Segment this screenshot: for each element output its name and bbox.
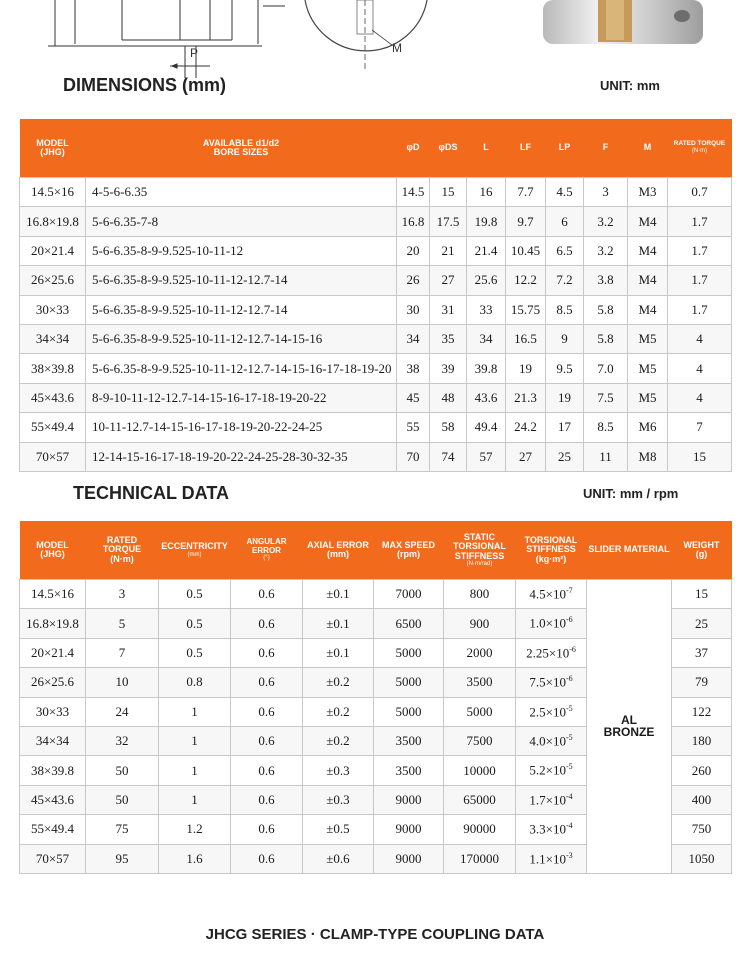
value-cell: 9.5 [546, 354, 584, 383]
header-d: φD [397, 119, 430, 178]
torsional-base: 1.0×10 [529, 615, 566, 631]
model-cell: 45×43.6 [20, 383, 86, 412]
value-cell: 21.3 [506, 383, 546, 412]
value-cell: 55 [397, 413, 430, 442]
value-cell: M4 [628, 266, 668, 295]
value-cell: M4 [628, 236, 668, 265]
side-view [48, 0, 285, 78]
technical-table [19, 521, 732, 874]
model-cell: 34×34 [20, 726, 86, 755]
torsional-stiffness-cell [516, 638, 587, 667]
value-cell: 24.2 [506, 413, 546, 442]
torque-cell: 50 [86, 785, 159, 814]
header-lf: LF [506, 119, 546, 178]
table-row [20, 236, 732, 265]
speed-cell: 5000 [374, 668, 444, 697]
value-cell: 25 [546, 442, 584, 471]
table-row [20, 324, 732, 353]
value-cell: 27 [506, 442, 546, 471]
torque-cell: 3 [86, 580, 159, 609]
table-row [20, 383, 732, 412]
value-cell: 15 [668, 442, 732, 471]
torsional-base: 3.3×10 [529, 821, 566, 837]
dimensions-table-body [20, 178, 732, 472]
table-row [20, 295, 732, 324]
ang-cell: 0.6 [231, 815, 303, 844]
axial-cell: ±0.1 [303, 638, 374, 667]
speed-cell: 9000 [374, 815, 444, 844]
technical-unit: UNIT: mm / rpm [583, 486, 679, 501]
weight-cell: 15 [672, 580, 732, 609]
ecc-cell: 1.2 [159, 815, 231, 844]
value-cell: 16.8 [397, 207, 430, 236]
header-max-speed: MAX SPEED (rpm) [374, 521, 444, 580]
value-cell: 1.7 [668, 266, 732, 295]
torque-cell: 24 [86, 697, 159, 726]
torsional-exponent: -5 [565, 732, 573, 742]
torsional-stiffness-cell [516, 726, 587, 755]
value-cell: 34 [467, 324, 506, 353]
torsional-exponent: -6 [569, 644, 576, 654]
stat-cell: 7500 [444, 726, 516, 755]
ecc-cell: 1 [159, 785, 231, 814]
value-cell: M5 [628, 324, 668, 353]
axial-cell: ±0.1 [303, 609, 374, 638]
table-row [20, 178, 732, 207]
bore-sizes-cell: 4-5-6-6.35 [86, 178, 397, 207]
torsional-stiffness-cell [516, 580, 587, 609]
drawing-label-p: P [190, 46, 199, 60]
model-cell: 70×57 [20, 442, 86, 471]
ang-cell: 0.6 [231, 844, 303, 873]
torque-cell: 75 [86, 815, 159, 844]
value-cell: 19 [546, 383, 584, 412]
value-cell: 20 [397, 236, 430, 265]
torque-cell: 7 [86, 638, 159, 667]
value-cell: 48 [430, 383, 467, 412]
ecc-cell: 1 [159, 756, 231, 785]
slider-material-line1: AL [621, 713, 637, 728]
value-cell: 4 [668, 324, 732, 353]
bore-sizes-cell: 8-9-10-11-12-12.7-14-15-16-17-18-19-20-22 [86, 383, 397, 412]
torque-cell: 95 [86, 844, 159, 873]
bore-sizes-cell: 5-6-6.35-8-9-9.525-10-11-12-12.7-14-15-16 [86, 324, 397, 353]
footer-caption: JHCG SERIES · CLAMP-TYPE COUPLING DATA [205, 926, 545, 943]
speed-cell: 3500 [374, 756, 444, 785]
header-static-torsional-stiffness: STATIC TORSIONAL STIFFNESS (N·m/rad) [444, 521, 516, 580]
axial-cell: ±0.2 [303, 697, 374, 726]
header-f: F [584, 119, 628, 178]
value-cell: 25.6 [467, 266, 506, 295]
header-eccentricity: ECCENTRICITY (mm) [159, 521, 231, 580]
coupling-photo [543, 0, 703, 44]
bore-sizes-cell: 12-14-15-16-17-18-19-20-22-24-25-28-30-32-35 [86, 442, 397, 471]
value-cell: 3.2 [584, 207, 628, 236]
value-cell: 4 [668, 383, 732, 412]
value-cell: 6.5 [546, 236, 584, 265]
value-cell: 3.2 [584, 236, 628, 265]
model-cell: 30×33 [20, 697, 86, 726]
header-angular-error: ANGULAR ERROR (°) [231, 521, 303, 580]
value-cell: 11 [584, 442, 628, 471]
value-cell: 9 [546, 324, 584, 353]
torsional-base: 1.7×10 [529, 792, 566, 808]
header-weight: WEIGHT (g) [672, 521, 732, 580]
header-rated-torque: RATED TORQUE (N·m) [668, 119, 732, 178]
end-view [305, 0, 427, 70]
torsional-exponent: -5 [565, 703, 573, 713]
value-cell: 5.8 [584, 295, 628, 324]
value-cell: 7.2 [546, 266, 584, 295]
model-cell: 45×43.6 [20, 785, 86, 814]
model-cell: 38×39.8 [20, 354, 86, 383]
ang-cell: 0.6 [231, 726, 303, 755]
stat-cell: 2000 [444, 638, 516, 667]
torsional-exponent: -4 [565, 791, 573, 801]
bore-sizes-cell: 5-6-6.35-8-9-9.525-10-11-12 [86, 236, 397, 265]
header-bore-sizes: AVAILABLE d1/d2 BORE SIZES [86, 119, 397, 178]
torque-cell: 32 [86, 726, 159, 755]
header-lp: LP [546, 119, 584, 178]
torsional-base: 7.5×10 [529, 674, 566, 690]
ang-cell: 0.6 [231, 638, 303, 667]
value-cell: 45 [397, 383, 430, 412]
value-cell: 8.5 [546, 295, 584, 324]
value-cell: 7.7 [506, 178, 546, 207]
table-row [20, 207, 732, 236]
table-row [20, 354, 732, 383]
ecc-cell: 0.8 [159, 668, 231, 697]
stat-cell: 90000 [444, 815, 516, 844]
weight-cell: 400 [672, 785, 732, 814]
value-cell: 33 [467, 295, 506, 324]
speed-cell: 5000 [374, 697, 444, 726]
value-cell: 15 [430, 178, 467, 207]
table-row [20, 266, 732, 295]
ang-cell: 0.6 [231, 609, 303, 638]
value-cell: 17.5 [430, 207, 467, 236]
value-cell: 9.7 [506, 207, 546, 236]
stat-cell: 170000 [444, 844, 516, 873]
model-cell: 30×33 [20, 295, 86, 324]
speed-cell: 9000 [374, 785, 444, 814]
model-cell: 20×21.4 [20, 638, 86, 667]
weight-cell: 260 [672, 756, 732, 785]
value-cell: 34 [397, 324, 430, 353]
model-cell: 14.5×16 [20, 580, 86, 609]
value-cell: 7 [668, 413, 732, 442]
value-cell: 4 [668, 354, 732, 383]
technical-drawing [0, 0, 750, 120]
value-cell: 8.5 [584, 413, 628, 442]
coupling-drawing-svg [0, 0, 750, 120]
value-cell: 35 [430, 324, 467, 353]
value-cell: 1.7 [668, 236, 732, 265]
axial-cell: ±0.1 [303, 580, 374, 609]
speed-cell: 9000 [374, 844, 444, 873]
model-cell: 38×39.8 [20, 756, 86, 785]
value-cell: 6 [546, 207, 584, 236]
bore-sizes-cell: 10-11-12.7-14-15-16-17-18-19-20-22-24-25 [86, 413, 397, 442]
stat-cell: 800 [444, 580, 516, 609]
header-model: MODEL (JHG) [20, 521, 86, 580]
table-row [20, 413, 732, 442]
model-cell: 20×21.4 [20, 236, 86, 265]
model-cell: 16.8×19.8 [20, 609, 86, 638]
ang-cell: 0.6 [231, 756, 303, 785]
model-cell: 16.8×19.8 [20, 207, 86, 236]
torsional-stiffness-cell [516, 609, 587, 638]
ang-cell: 0.6 [231, 668, 303, 697]
torsional-stiffness-cell [516, 756, 587, 785]
value-cell: 74 [430, 442, 467, 471]
value-cell: M4 [628, 295, 668, 324]
value-cell: 14.5 [397, 178, 430, 207]
value-cell: 15.75 [506, 295, 546, 324]
bore-sizes-cell: 5-6-6.35-8-9-9.525-10-11-12-12.7-14-15-16-17-18-19-20 [86, 354, 397, 383]
torque-cell: 50 [86, 756, 159, 785]
speed-cell: 7000 [374, 580, 444, 609]
ecc-cell: 1 [159, 697, 231, 726]
stat-cell: 10000 [444, 756, 516, 785]
value-cell: M3 [628, 178, 668, 207]
value-cell: 17 [546, 413, 584, 442]
ecc-cell: 0.5 [159, 638, 231, 667]
ang-cell: 0.6 [231, 580, 303, 609]
ecc-cell: 1 [159, 726, 231, 755]
speed-cell: 3500 [374, 726, 444, 755]
value-cell: 31 [430, 295, 467, 324]
axial-cell: ±0.5 [303, 815, 374, 844]
value-cell: M8 [628, 442, 668, 471]
value-cell: 16.5 [506, 324, 546, 353]
header-m: M [628, 119, 668, 178]
value-cell: 21 [430, 236, 467, 265]
model-cell: 34×34 [20, 324, 86, 353]
value-cell: 19 [506, 354, 546, 383]
dimensions-table [19, 119, 732, 472]
model-cell: 26×25.6 [20, 668, 86, 697]
ang-cell: 0.6 [231, 785, 303, 814]
value-cell: 39 [430, 354, 467, 383]
torsional-exponent: -6 [565, 674, 573, 684]
torsional-stiffness-cell [516, 815, 587, 844]
value-cell: 3 [584, 178, 628, 207]
header-rated-torque: RATED TORQUE (N·m) [86, 521, 159, 580]
technical-header-row [20, 521, 732, 580]
weight-cell: 37 [672, 638, 732, 667]
axial-cell: ±0.6 [303, 844, 374, 873]
ecc-cell: 0.5 [159, 580, 231, 609]
axial-cell: ±0.2 [303, 668, 374, 697]
speed-cell: 6500 [374, 609, 444, 638]
table-row [20, 442, 732, 471]
weight-cell: 122 [672, 697, 732, 726]
value-cell: 7.0 [584, 354, 628, 383]
torsional-base: 1.1×10 [529, 850, 566, 866]
value-cell: M5 [628, 383, 668, 412]
dimensions-title: DIMENSIONS (mm) [63, 75, 227, 95]
bore-sizes-cell: 5-6-6.35-8-9-9.525-10-11-12-12.7-14 [86, 295, 397, 324]
value-cell: 38 [397, 354, 430, 383]
value-cell: 27 [430, 266, 467, 295]
bore-sizes-cell: 5-6-6.35-8-9-9.525-10-11-12-12.7-14 [86, 266, 397, 295]
value-cell: 0.7 [668, 178, 732, 207]
torsional-exponent: -7 [565, 586, 573, 596]
torsional-stiffness-cell [516, 668, 587, 697]
value-cell: 43.6 [467, 383, 506, 412]
dimensions-header-row [20, 119, 732, 178]
value-cell: 70 [397, 442, 430, 471]
table-row [20, 580, 732, 609]
header-l: L [467, 119, 506, 178]
model-cell: 55×49.4 [20, 413, 86, 442]
weight-cell: 180 [672, 726, 732, 755]
technical-title: TECHNICAL DATA [73, 483, 229, 503]
torsional-base: 2.5×10 [529, 703, 566, 719]
slider-material-line2: BRONZE [603, 725, 655, 740]
header-slider-material: SLIDER MATERIAL [587, 521, 672, 580]
value-cell: 3.8 [584, 266, 628, 295]
value-cell: M4 [628, 207, 668, 236]
value-cell: 5.8 [584, 324, 628, 353]
torsional-stiffness-cell [516, 844, 587, 873]
dimensions-unit: UNIT: mm [600, 78, 660, 93]
weight-cell: 25 [672, 609, 732, 638]
value-cell: M5 [628, 354, 668, 383]
stat-cell: 3500 [444, 668, 516, 697]
axial-cell: ±0.3 [303, 785, 374, 814]
header-torsional-stiffness: TORSIONAL STIFFNESS (kg·m²) [516, 521, 587, 580]
axial-cell: ±0.2 [303, 726, 374, 755]
ecc-cell: 1.6 [159, 844, 231, 873]
torsional-base: 4.0×10 [529, 733, 566, 749]
stat-cell: 65000 [444, 785, 516, 814]
torque-cell: 5 [86, 609, 159, 638]
stat-cell: 5000 [444, 697, 516, 726]
value-cell: 57 [467, 442, 506, 471]
header-model: MODEL (JHG) [20, 119, 86, 178]
slider-material-cell [587, 580, 672, 874]
value-cell: 4.5 [546, 178, 584, 207]
model-cell: 26×25.6 [20, 266, 86, 295]
torsional-exponent: -4 [565, 821, 573, 831]
torsional-exponent: -3 [565, 850, 573, 860]
model-cell: 70×57 [20, 844, 86, 873]
value-cell: 1.7 [668, 207, 732, 236]
value-cell: 7.5 [584, 383, 628, 412]
torque-cell: 10 [86, 668, 159, 697]
torsional-exponent: -5 [565, 762, 573, 772]
torsional-base: 5.2×10 [529, 762, 566, 778]
value-cell: 12.2 [506, 266, 546, 295]
value-cell: 16 [467, 178, 506, 207]
stat-cell: 900 [444, 609, 516, 638]
value-cell: 58 [430, 413, 467, 442]
value-cell: 10.45 [506, 236, 546, 265]
value-cell: 1.7 [668, 295, 732, 324]
value-cell: 39.8 [467, 354, 506, 383]
ecc-cell: 0.5 [159, 609, 231, 638]
value-cell: M6 [628, 413, 668, 442]
torsional-stiffness-cell [516, 697, 587, 726]
weight-cell: 79 [672, 668, 732, 697]
value-cell: 19.8 [467, 207, 506, 236]
value-cell: 30 [397, 295, 430, 324]
header-ds: φDS [430, 119, 467, 178]
torsional-base: 2.25×10 [526, 645, 570, 661]
value-cell: 21.4 [467, 236, 506, 265]
bore-sizes-cell: 5-6-6.35-7-8 [86, 207, 397, 236]
torsional-stiffness-cell [516, 785, 587, 814]
ang-cell: 0.6 [231, 697, 303, 726]
model-cell: 14.5×16 [20, 178, 86, 207]
weight-cell: 1050 [672, 844, 732, 873]
model-cell: 55×49.4 [20, 815, 86, 844]
torsional-base: 4.5×10 [529, 586, 566, 602]
technical-table-body [20, 580, 732, 874]
header-axial-error: AXIAL ERROR (mm) [303, 521, 374, 580]
axial-cell: ±0.3 [303, 756, 374, 785]
weight-cell: 750 [672, 815, 732, 844]
value-cell: 26 [397, 266, 430, 295]
torsional-exponent: -6 [565, 615, 573, 625]
speed-cell: 5000 [374, 638, 444, 667]
drawing-label-m: M [392, 41, 402, 55]
value-cell: 49.4 [467, 413, 506, 442]
